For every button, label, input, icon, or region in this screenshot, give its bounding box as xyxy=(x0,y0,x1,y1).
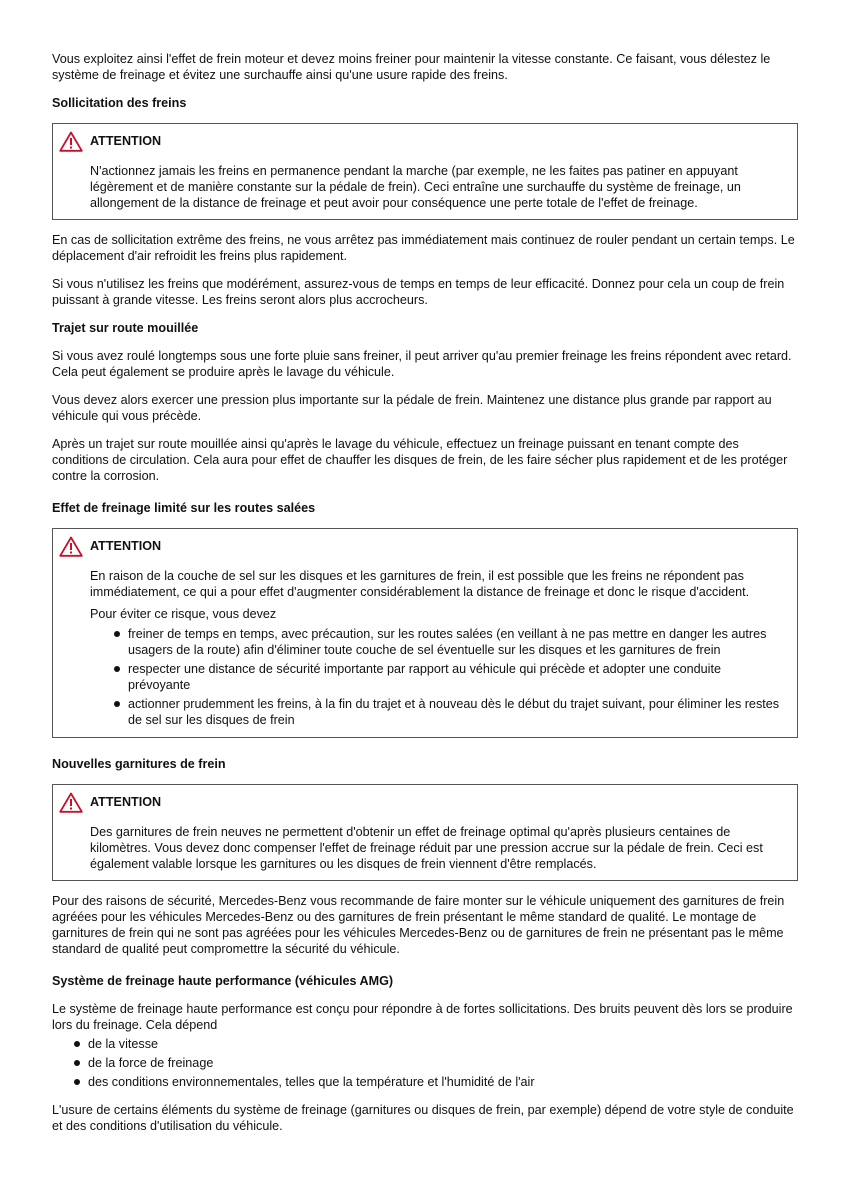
warning-box-salted-roads xyxy=(52,528,798,738)
warning-box-brake-load xyxy=(52,123,798,220)
warning-title: ATTENTION xyxy=(90,539,162,553)
warning-bullet-list xyxy=(90,626,785,728)
list-item: actionner prudemment les freins, à la fin du trajet et à nouveau dès le début du trajet suivant, pour éliminer les restes de sel sur les disques de frein xyxy=(128,696,785,728)
warning-triangle-icon xyxy=(59,536,83,557)
paragraph: Si vous avez roulé longtemps sous une forte pluie sans freiner, il peut arriver qu'au premier freinage les freins répondent avec retard. Cela peut également se produire après le lavage du véhicule. xyxy=(52,349,792,379)
paragraph: Le système de freinage haute performance est conçu pour répondre à de fortes sollicitations. Des bruits peuvent dès lors se produire lors du freinage. Cela dépend xyxy=(52,1002,793,1032)
warning-triangle-icon xyxy=(59,131,83,152)
paragraph: Pour des raisons de sécurité, Mercedes-Benz vous recommande de faire monter sur le véhicule uniquement des garnitures de frein agréées pour les véhicules Mercedes-Benz ou des garnitures de frein présentant le même standard de qualité. Le montage de garnitures de frein qui ne sont pas agréées pour les véhicules Mercedes-Benz ou de garnitures de frein ne présentant pas le même standard de qualité peut compromettre la sécurité du véhicule. xyxy=(52,894,785,956)
warning-box-new-linings xyxy=(52,784,798,881)
warning-text: En raison de la couche de sel sur les disques et les garnitures de frein, il est possible que les freins ne répondent pas immédiatement, ce qui a pour effet d'augmenter considérablement la distance de freinage et donc le risque d'accident. xyxy=(90,569,750,599)
section-heading-new-linings: Nouvelles garnitures de frein xyxy=(52,757,226,771)
list-item: des conditions environnementales, telles que la température et l'humidité de l'air xyxy=(88,1074,798,1090)
section-heading-amg-brakes: Système de freinage haute performance (véhicules AMG) xyxy=(52,974,394,988)
paragraph: Vous devez alors exercer une pression plus importante sur la pédale de frein. Maintenez une distance plus grande par rapport au véhicule qui vous précède. xyxy=(52,393,772,423)
warning-text: Des garnitures de frein neuves ne permettent d'obtenir un effet de freinage optimal qu'après plusieurs centaines de kilomètres. Vous devez donc compenser l'effet de freinage réduit par une pression accrue sur la pédale de frein. Ceci est également valable lorsque les garnitures ou les disques de frein viennent d'être remplacés. xyxy=(90,825,763,871)
paragraph: En cas de sollicitation extrême des freins, ne vous arrêtez pas immédiatement mais continuez de rouler pendant un certain temps. Le déplacement d'air refroidit les freins plus rapidement. xyxy=(52,233,795,263)
manual-page xyxy=(52,51,798,1146)
list-item: respecter une distance de sécurité importante par rapport au véhicule qui précède et adopter une conduite prévoyante xyxy=(128,661,785,693)
warning-title: ATTENTION xyxy=(90,795,162,809)
section-heading-brake-load: Sollicitation des freins xyxy=(52,96,187,110)
warning-text: N'actionnez jamais les freins en permanence pendant la marche (par exemple, ne les faites pas patiner en appuyant légèrement et de manière constante sur la pédale de frein). Ceci entraîne une surchauffe du système de freinage, un allongement de la distance de freinage et peut avoir pour conséquence une perte totale de l'effet de freinage. xyxy=(90,164,741,210)
list-item: de la force de freinage xyxy=(88,1055,798,1071)
section-heading-wet-road: Trajet sur route mouillée xyxy=(52,321,199,335)
warning-title: ATTENTION xyxy=(90,134,162,148)
warning-text: Pour éviter ce risque, vous devez xyxy=(90,607,277,621)
list-item: freiner de temps en temps, avec précaution, sur les routes salées (en veillant à ne pas mettre en danger les autres usagers de la route) afin d'éliminer toute couche de sel éventuelle sur les disques et les garnitures de frein xyxy=(128,626,785,658)
paragraph: L'usure de certains éléments du système de freinage (garnitures ou disques de frein, par exemple) dépend de votre style de conduite et des conditions d'utilisation du véhicule. xyxy=(52,1103,794,1133)
bullet-list xyxy=(52,1036,798,1090)
section-heading-salted-roads: Effet de freinage limité sur les routes salées xyxy=(52,501,316,515)
list-item: de la vitesse xyxy=(88,1036,798,1052)
warning-triangle-icon xyxy=(59,792,83,813)
paragraph: Si vous n'utilisez les freins que modérément, assurez-vous de temps en temps de leur efficacité. Donnez pour cela un coup de frein puissant à grande vitesse. Les freins seront alors plus accrocheurs. xyxy=(52,277,785,307)
paragraph: Après un trajet sur route mouillée ainsi qu'après le lavage du véhicule, effectuez un freinage puissant en tenant compte des conditions de circulation. Cela aura pour effet de chauffer les disques de frein, de les faire sécher plus rapidement et de les protéger contre la corrosion. xyxy=(52,437,788,483)
intro-paragraph: Vous exploitez ainsi l'effet de frein moteur et devez moins freiner pour maintenir la vitesse constante. Ce faisant, vous délestez le système de freinage et évitez une surchauffe ainsi qu'une usure rapide des freins. xyxy=(52,52,771,82)
